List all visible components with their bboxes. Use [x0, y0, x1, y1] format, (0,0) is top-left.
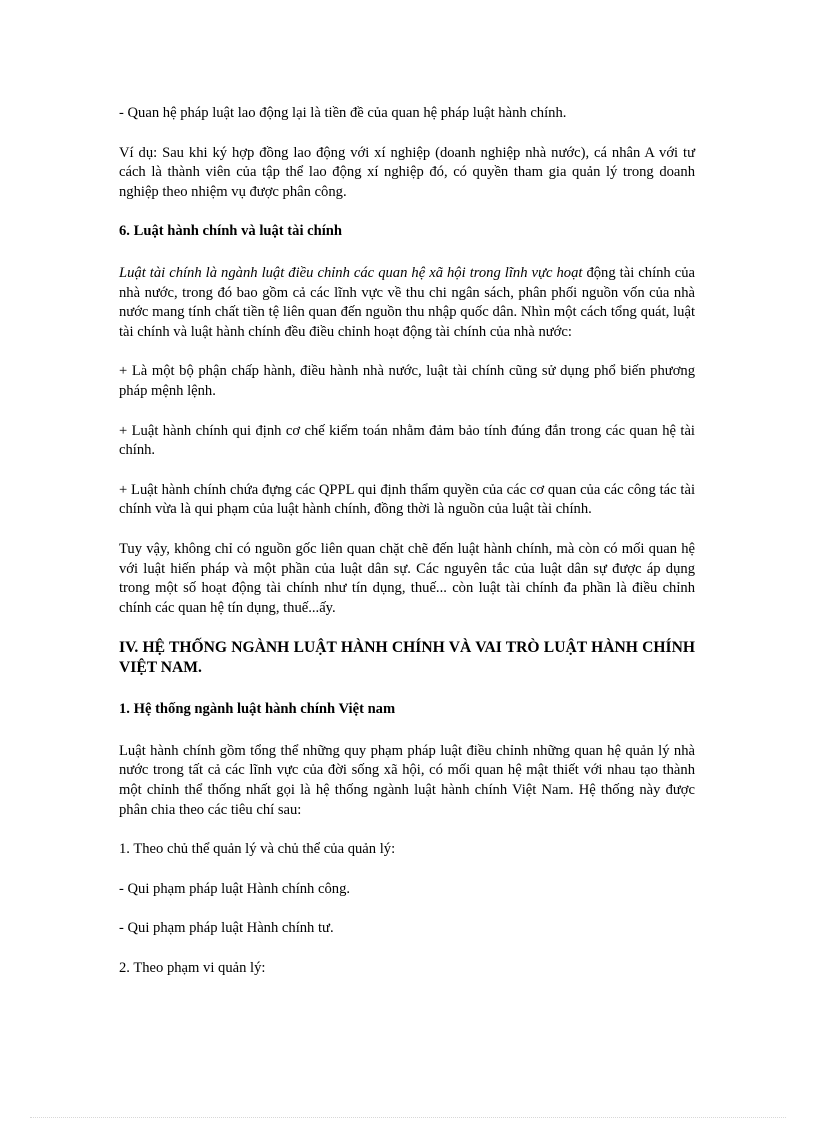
definition-italic: Luật tài chính là ngành luật điều chỉnh các quan hệ xã hội trong lĩnh vực hoạt — [119, 264, 583, 281]
list-item: 2. Theo phạm vi quản lý: — [119, 960, 266, 977]
bullet-paragraph: + Luật hành chính qui định cơ chế kiểm toán nhằm đảm bảo tính đúng đắn trong các quan hệ tài chính. — [119, 422, 695, 459]
page-bottom-divider — [30, 1117, 786, 1118]
definition-paragraph — [119, 264, 695, 342]
chapter-heading-iv: IV. HỆ THỐNG NGÀNH LUẬT HÀNH CHÍNH VÀ VAI TRÒ LUẬT HÀNH CHÍNH VIỆT NAM. — [119, 639, 695, 677]
bullet-paragraph: + Là một bộ phận chấp hành, điều hành nhà nước, luật tài chính cũng sử dụng phổ biến phương pháp mệnh lệnh. — [119, 363, 695, 399]
list-item: 1. Theo chủ thể quản lý và chủ thể của quản lý: — [119, 841, 396, 858]
section-heading-1: 1. Hệ thống ngành luật hành chính Việt nam — [119, 701, 396, 718]
paragraph: - Quan hệ pháp luật lao động lại là tiền đề của quan hệ pháp luật hành chính. — [119, 105, 567, 121]
bullet-paragraph: + Luật hành chính chứa đựng các QPPL qui định thẩm quyền của các cơ quan của các công tác tài chính vừa là qui phạm của luật hành chính, đồng thời là nguồn của luật tài chính. — [119, 481, 695, 518]
section-heading-6: 6. Luật hành chính và luật tài chính — [119, 223, 343, 240]
paragraph: Luật hành chính gồm tổng thể những quy phạm pháp luật điều chỉnh những quan hệ quản lý nhà nước trong tất cả các lĩnh vực của đời sống xã hội, có mối quan hệ mật thiết với nhau tạo thành một chỉnh thể thống nhất gọi là hệ thống ngành luật hành chính Việt Nam. Hệ thống này được phân chia theo các tiêu chí sau: — [119, 742, 695, 818]
example-paragraph: Ví dụ: Sau khi ký hợp đồng lao động với xí nghiệp (doanh nghiệp nhà nước), cá nhân A với tư cách là thành viên của tập thể lao động xí nghiệp đó, có quyền tham gia quản lý trong doanh nghiệp theo nhiệm vụ được phân công. — [119, 144, 695, 200]
document-body — [119, 104, 695, 999]
paragraph: Tuy vậy, không chỉ có nguồn gốc liên quan chặt chẽ đến luật hành chính, mà còn có mối quan hệ với luật hiến pháp và một phần của luật dân sự. Các nguyên tắc của luật dân sự được áp dụng trong một số hoạt động tài chính như tín dụng, thuế... còn luật tài chính đa phần là điều chỉnh chính các quan hệ tín dụng, thuế...ấy. — [119, 540, 695, 616]
list-item: - Qui phạm pháp luật Hành chính công. — [119, 880, 351, 897]
definition-rest: động tài chính của nhà nước, trong đó bao gồm cả các lĩnh vực về thu chi ngân sách, phân phối nguồn vốn của nhà nước mang tính chất tiền tệ liên quan đến nguồn thu nhập quốc dân. Nhìn một cách tổng quát, luật tài chính và luật hành chính đều điều chỉnh hoạt động tài chính của nhà nước: — [119, 264, 696, 340]
list-item: - Qui phạm pháp luật Hành chính tư. — [119, 920, 334, 937]
